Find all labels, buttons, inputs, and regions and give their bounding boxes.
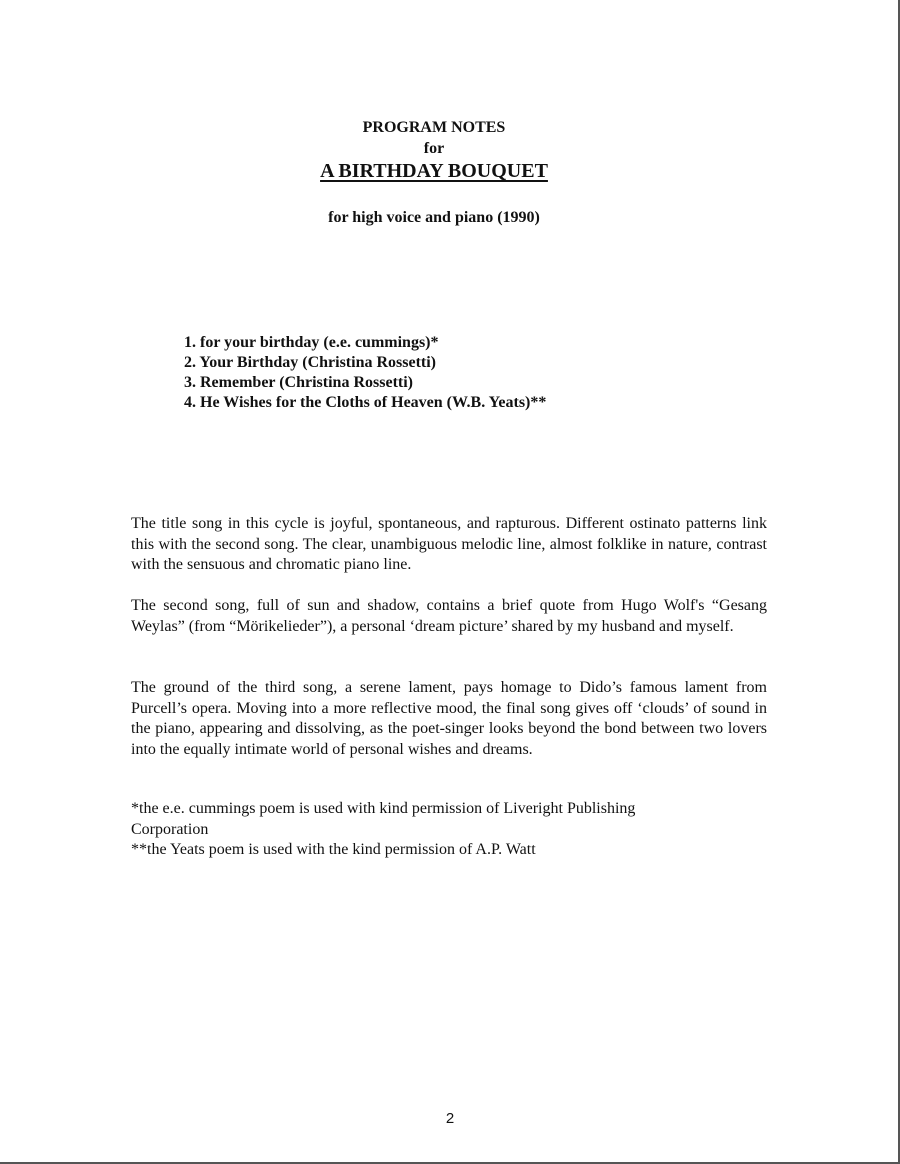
song-list [184,333,546,413]
paragraph-first-song: The title song in this cycle is joyful, spontaneous, and rapturous. Different ostinato patterns link this with the second song. The clear, unambiguous melodic line, almost folklike in nature, contrast with the sensuous and chromatic piano line. [131,515,767,573]
list-item: 2. Your Birthday (Christina Rossetti) [184,354,437,371]
footnote-cummings-line1: *the e.e. cummings poem is used with kind permission of Liveright Publishing [131,800,636,817]
list-item: 3. Remember (Christina Rossetti) [184,374,413,391]
page-number: 2 [445,1110,455,1127]
footnotes [131,799,731,861]
paragraph-second-song: The second song, full of sun and shadow, contains a brief quote from Hugo Wolf's “Gesang Weylas” (from “Mörikelieder”), a personal ‘dream picture’ shared by my husband and myself. [131,597,767,635]
footnote-cummings-line2: Corporation [131,820,209,838]
heading-for: for [423,140,445,157]
footnote-yeats: **the Yeats poem is used with the kind permission of A.P. Watt [131,841,536,858]
list-item: 1. for your birthday (e.e. cummings)* [184,334,439,351]
list-item: 4. He Wishes for the Cloths of Heaven (W.B. Yeats)** [184,394,547,411]
subtitle: for high voice and piano (1990) [328,209,540,226]
page-title [0,158,868,184]
paragraph-third-song: The ground of the third song, a serene lament, pays homage to Dido’s famous lament from Purcell’s opera. Moving into a more reflective mood, the final song gives off ‘clouds’ of sound in the piano, appearing and dissolving, as the poet-singer looks beyond the bond between two lovers into the equally intimate world of personal wishes and dreams. [131,679,767,758]
heading-program-notes: PROGRAM NOTES [362,119,506,136]
page-title-text: A BIRTHDAY BOUQUET [320,160,548,182]
